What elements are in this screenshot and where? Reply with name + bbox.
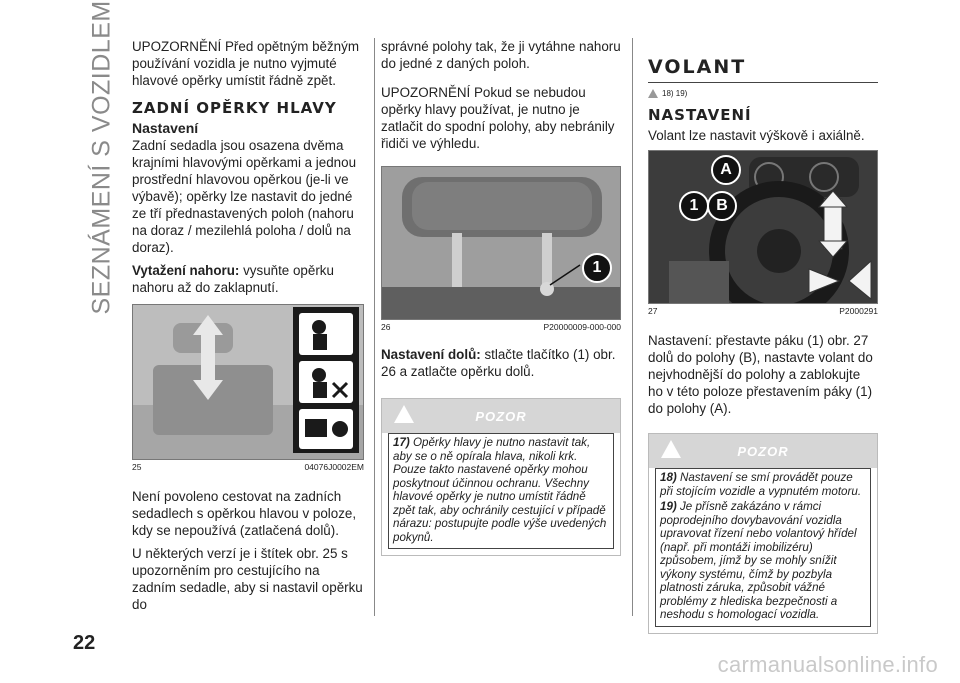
reference-numbers: 18) 19) — [662, 89, 688, 98]
warning-header — [649, 434, 877, 468]
figure-number: 26 — [381, 322, 391, 332]
position-a-badge: A — [711, 155, 741, 185]
figure-25-image — [132, 304, 364, 460]
watermark: carmanualsonline.info — [717, 652, 938, 677]
paragraph-text: stlačte tlačítko (1) obr. 26 a zatlačte opěrku dolů. — [381, 347, 616, 379]
sidebar — [82, 0, 122, 320]
warning-small-icon — [648, 89, 658, 98]
body-paragraph — [132, 262, 364, 296]
figure-code: P2000291 — [839, 306, 878, 316]
rear-seat-headrest-illustration — [133, 305, 363, 459]
figure-number: 25 — [132, 462, 142, 472]
paragraph-text: vysuňte opěrku nahoru až do zaklapnutí. — [132, 263, 334, 295]
warning-number: 19) — [660, 500, 677, 513]
warning-title: POZOR — [737, 443, 789, 459]
warning-item — [660, 471, 866, 498]
subheading: Nastavení — [132, 120, 199, 136]
warning-body — [388, 433, 614, 549]
figure-code: P20000009-000-000 — [543, 322, 621, 332]
section-title: ZADNÍ OPĚRKY HLAVY — [132, 99, 337, 117]
warning-text: Opěrky hlavy je nutno nastavit tak, aby se o ně opírala hlava, nikoli krk. Pouze takto nastavené opěrky mohou poskytnout účinnou ochranu. Všechny hlavové opěrky je nutno umístit řádně zpět tak, aby ochránily cestující v případě nárazu: postupujte podle výše uvedených pokynů. — [393, 436, 607, 544]
position-b-badge: B — [707, 191, 737, 221]
warning-references — [648, 89, 878, 98]
headrest-button-illustration — [382, 167, 620, 319]
steering-wheel-illustration — [649, 151, 877, 303]
warning-box — [648, 433, 878, 634]
column-divider — [632, 38, 633, 616]
body-paragraph — [381, 346, 621, 380]
body-paragraph: Zadní sedadla jsou osazena dvěma krajními hlavovými opěrkami a jednou prostřední hlavovou opěrkou (je-li ve výbavě); opěrky lze nastavit do jedné ze tří přednastavených poloh (nahoru na doraz / mezilehlá poloha / dolů na doraz). — [132, 138, 357, 255]
warning-text: Je přísně zakázáno v rámci poprodejního dovybavování vozidla upravovat řízení nebo volantový hřídel (např. při montáži imobilizéru) způsobem, jímž by se mohly snížit výkony systému, čímž by pozbyla platnosti záruka, způsobit vážné problémy z hlediska bezpečnosti a neshodu s homologací vozidla. — [660, 500, 857, 621]
body-paragraph: U některých verzí je i štítek obr. 25 s upozorněním pro cestujícího na zadním sedadle, aby si nastavil opěrku do — [132, 546, 363, 612]
section-title: NASTAVENÍ — [648, 106, 752, 124]
bold-lead: Vytažení nahoru: — [132, 263, 240, 278]
lever-1-badge: 1 — [679, 191, 709, 221]
column-1 — [132, 38, 364, 619]
column-2 — [381, 38, 621, 556]
chapter-title: VOLANT — [648, 56, 878, 83]
warning-text: Nastavení se smí provádět pouze při stojícím vozidle a vypnutém motoru. — [660, 471, 862, 498]
body-paragraph: Volant lze nastavit výškově i axiálně. — [648, 128, 865, 143]
warning-item — [393, 436, 609, 544]
page-number: 22 — [73, 632, 96, 654]
notice-paragraph: UPOZORNĚNÍ Pokud se nebudou opěrky hlavy používat, je nutno je zatlačit do spodní polohy, aby nebránily řidiči ve výhledu. — [381, 85, 615, 151]
warning-triangle-icon — [661, 440, 681, 458]
sidebar-chapter-label: SEZNÁMENÍ S VOZIDLEM — [87, 0, 116, 315]
figure-26-image — [381, 166, 621, 320]
column-3 — [648, 38, 878, 634]
warning-title: POZOR — [475, 408, 527, 424]
warning-body — [655, 468, 871, 627]
figure-caption — [132, 462, 364, 472]
figure-27-image — [648, 150, 878, 304]
body-paragraph: Není povoleno cestovat na zadních sedadlech s opěrkou hlavou v poloze, kdy se nepoužívá (zatlačená dolů). — [132, 489, 357, 538]
figure-caption — [648, 306, 878, 316]
figure-code: 04076J0002EM — [304, 462, 364, 472]
warning-number: 18) — [660, 471, 677, 484]
notice-paragraph: UPOZORNĚNÍ Před opětným běžným používání vozidla je nutno vyjmuté hlavové opěrky umístit řádně zpět. — [132, 39, 359, 88]
warning-item — [660, 500, 866, 622]
body-paragraph: Nastavení: přestavte páku (1) obr. 27 dolů do polohy (B), nastavte volant do nejvhodnější do polohy a zablokujte ho v této poloze přestavením páky (1) do polohy (A). — [648, 333, 873, 416]
figure-number: 27 — [648, 306, 658, 316]
figure-caption — [381, 322, 621, 332]
warning-header — [382, 399, 620, 433]
warning-box — [381, 398, 621, 556]
callout-1-badge: 1 — [582, 253, 612, 283]
bold-lead: Nastavení dolů: — [381, 347, 481, 362]
warning-triangle-icon — [394, 405, 414, 423]
warning-number: 17) — [393, 436, 410, 449]
column-divider — [374, 38, 375, 616]
body-paragraph: správné polohy tak, že ji vytáhne nahoru do jedné z daných poloh. — [381, 39, 621, 71]
